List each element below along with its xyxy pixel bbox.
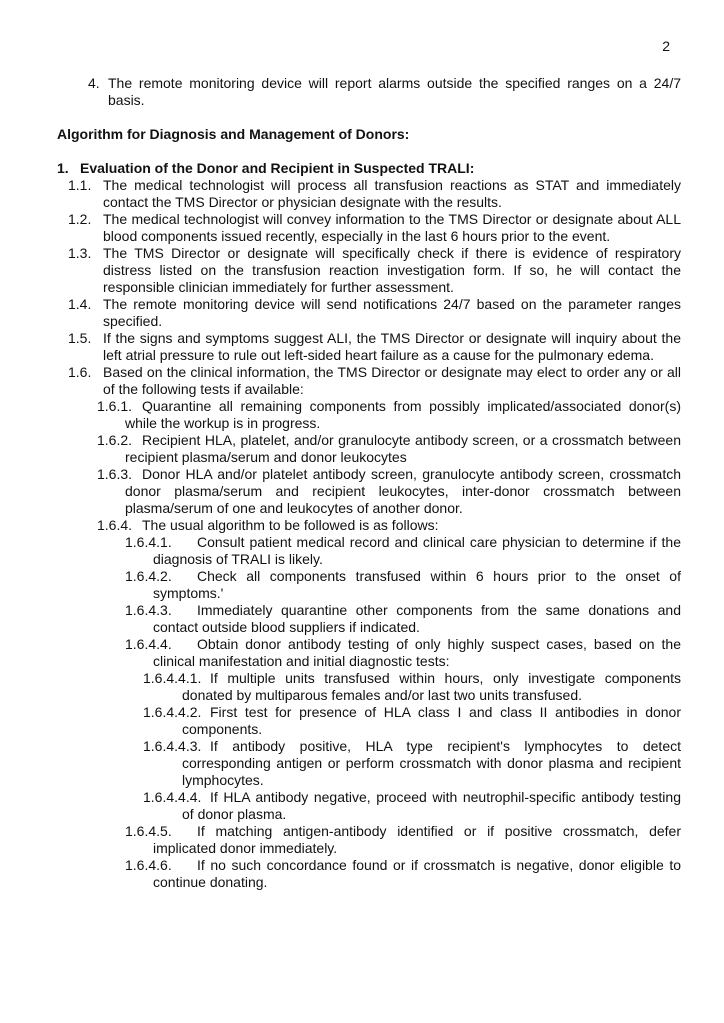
section-heading-text: Algorithm for Diagnosis and Management of Donors:	[57, 126, 410, 142]
list-item-number: 4.	[88, 75, 100, 91]
list-item-number: 1.6.4.3.	[125, 602, 172, 618]
list-item	[57, 857, 681, 891]
list-item-text: Check all components transfused within 6 hours prior to the onset of symptoms.'	[153, 568, 681, 601]
list-item	[57, 177, 681, 211]
list-item-text: If the signs and symptoms suggest ALI, the TMS Director or designate will inquiry about the left atrial pressure to rule out left-sided heart failure as a cause for the pulmonary edema.	[103, 330, 681, 363]
list-item	[57, 789, 681, 823]
list-item-number: 1.	[57, 160, 69, 176]
list-item-number: 1.2.	[68, 211, 92, 227]
list-item-number: 1.6.	[68, 364, 92, 380]
list-item-number: 1.6.4.	[97, 517, 133, 533]
list-item	[57, 534, 681, 568]
list-item	[57, 398, 681, 432]
list-item-text: If matching antigen-antibody identified or if positive crossmatch, defer implicated donor immediately.	[153, 823, 681, 856]
list-item-text: Recipient HLA, platelet, and/or granulocyte antibody screen, or a crossmatch between recipient plasma/serum and donor leukocytes	[125, 432, 681, 465]
list-item-number: 1.6.3.	[97, 466, 133, 482]
list-item-number: 1.6.4.1.	[125, 534, 172, 550]
list-item	[57, 568, 681, 602]
section-heading	[57, 126, 681, 143]
list-item-text: If antibody positive, HLA type recipient's lymphocytes to detect corresponding antigen or perform crossmatch with donor plasma and recipient lymphocytes.	[182, 738, 681, 788]
list-item-number: 1.6.2.	[97, 432, 133, 448]
list-item-number: 1.6.4.4.4.	[143, 789, 202, 805]
list-item-text: Quarantine all remaining components from possibly implicated/associated donor(s) while the workup is in progress.	[125, 398, 681, 431]
list-item	[57, 636, 681, 670]
list-item-number: 1.5.	[68, 330, 92, 346]
list-item	[57, 211, 681, 245]
list-item-number: 1.3.	[68, 245, 92, 261]
list-item-text: If multiple units transfused within hours, only investigate components donated by multiparous females and/or last two units transfused.	[182, 670, 681, 703]
list-item	[57, 75, 681, 109]
list-item	[57, 432, 681, 466]
list-item-number: 1.6.4.6.	[125, 857, 172, 873]
document-body	[57, 75, 681, 891]
list-item	[57, 466, 681, 517]
list-item-number: 1.6.4.4.2.	[143, 704, 202, 720]
list-item-number: 1.1.	[68, 177, 92, 193]
list-item	[57, 670, 681, 704]
list-item-text: The TMS Director or designate will specifically check if there is evidence of respiratory distress listed on the transfusion reaction investigation form. If so, he will contact the responsible clinician immediately for further assessment.	[103, 245, 681, 295]
list-item-text: Evaluation of the Donor and Recipient in Suspected TRALI:	[80, 160, 475, 176]
list-item-number: 1.6.4.5.	[125, 823, 172, 839]
list-item-text: The medical technologist will convey information to the TMS Director or designate about ALL blood components issued recently, especially in the last 6 hours prior to the event.	[103, 211, 681, 244]
list-item	[57, 160, 681, 177]
list-item-text: If no such concordance found or if crossmatch is negative, donor eligible to continue donating.	[153, 857, 681, 890]
list-item-number: 1.6.4.2.	[125, 568, 172, 584]
list-item-text: Donor HLA and/or platelet antibody screen, granulocyte antibody screen, crossmatch donor plasma/serum and recipient leukocytes, inter-donor crossmatch between plasma/serum of one and leukocytes of another donor.	[125, 466, 681, 516]
list-item	[57, 517, 681, 534]
list-item-text: Immediately quarantine other components from the same donations and contact outside blood suppliers if indicated.	[153, 602, 681, 635]
list-item	[57, 364, 681, 398]
list-item-text: The usual algorithm to be followed is as follows:	[142, 517, 439, 533]
list-item-number: 1.4.	[68, 296, 92, 312]
list-item-text: Based on the clinical information, the TMS Director or designate may elect to order any or all of the following tests if available:	[103, 364, 681, 397]
list-item	[57, 602, 681, 636]
list-item-text: The remote monitoring device will report alarms outside the specified ranges on a 24/7 basis.	[108, 75, 681, 108]
list-item-text: Obtain donor antibody testing of only highly suspect cases, based on the clinical manifestation and initial diagnostic tests:	[153, 636, 681, 669]
list-item-text: If HLA antibody negative, proceed with neutrophil-specific antibody testing of donor plasma.	[182, 789, 681, 822]
list-item-number: 1.6.4.4.	[125, 636, 172, 652]
list-item-text: The remote monitoring device will send notifications 24/7 based on the parameter ranges specified.	[103, 296, 681, 329]
list-item	[57, 823, 681, 857]
list-item	[57, 296, 681, 330]
list-item	[57, 245, 681, 296]
page-number: 2	[662, 38, 670, 54]
list-item-number: 1.6.1.	[97, 398, 133, 414]
list-item-text: Consult patient medical record and clinical care physician to determine if the diagnosis of TRALI is likely.	[153, 534, 681, 567]
list-item	[57, 330, 681, 364]
list-item	[57, 704, 681, 738]
list-item-text: First test for presence of HLA class I and class II antibodies in donor components.	[182, 704, 681, 737]
list-item-number: 1.6.4.4.1.	[143, 670, 202, 686]
list-item-number: 1.6.4.4.3.	[143, 738, 202, 754]
list-item-text: The medical technologist will process all transfusion reactions as STAT and immediately contact the TMS Director or physician designate with the results.	[103, 177, 681, 210]
list-item	[57, 738, 681, 789]
